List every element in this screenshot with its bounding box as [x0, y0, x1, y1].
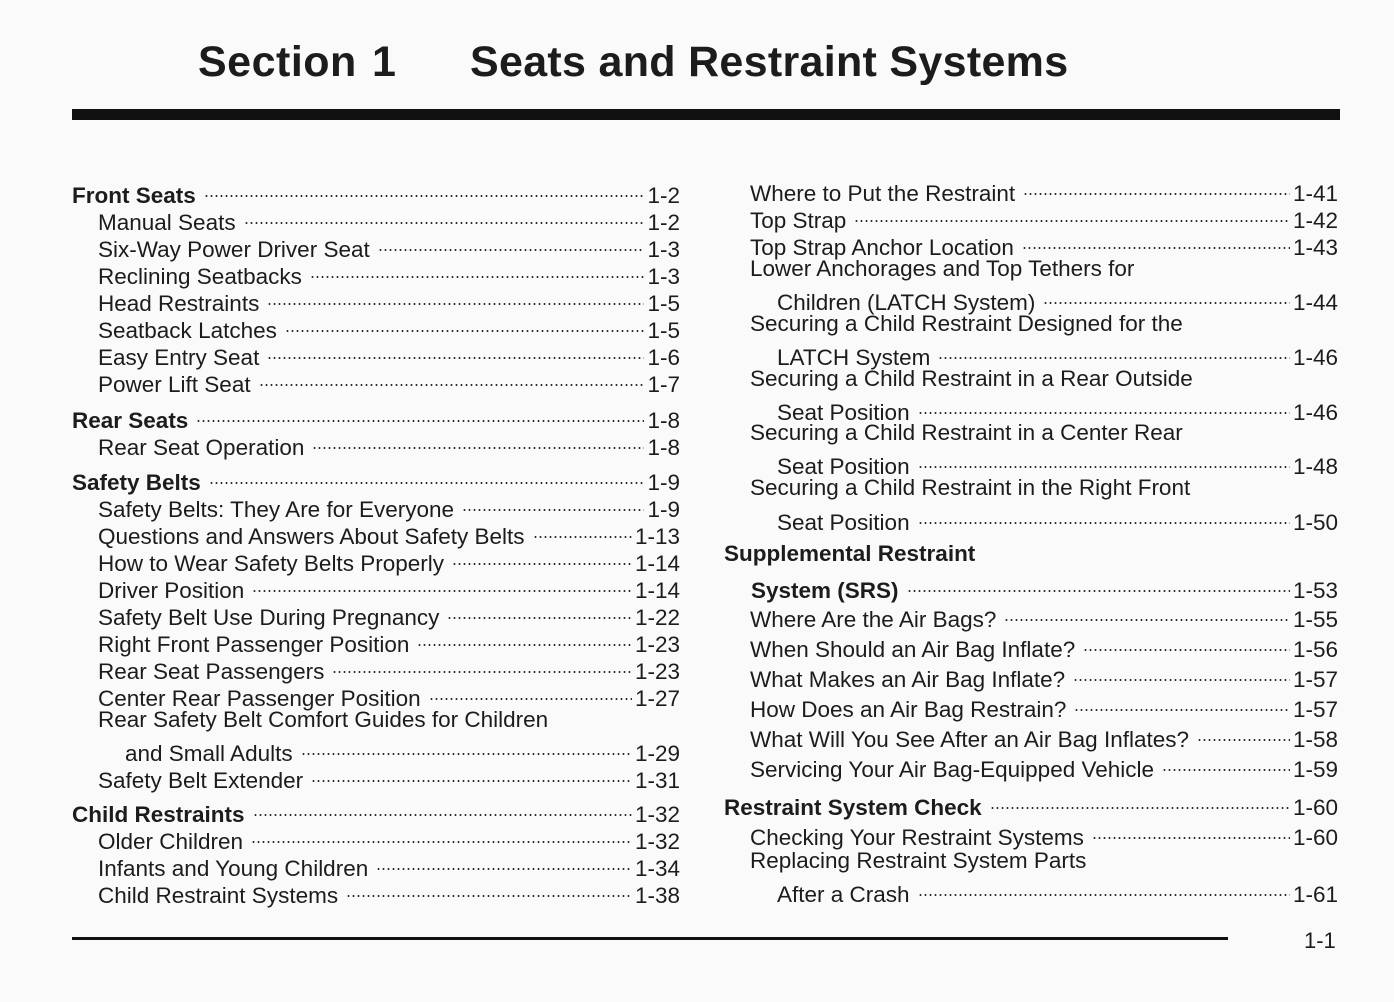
toc-entry-page: 1-46 [1292, 345, 1338, 370]
toc-entry-continuation[interactable] [750, 874, 1338, 907]
toc-entry-title: What Will You See After an Air Bag Inflates? [750, 727, 1190, 752]
toc-entry[interactable] [98, 760, 680, 793]
toc-entry-page: 1-7 [647, 372, 680, 397]
dot-leader [1197, 719, 1290, 747]
toc-entry-title: What Makes an Air Bag Inflate? [750, 667, 1066, 692]
toc-entry[interactable] [98, 706, 680, 734]
toc-entry[interactable] [750, 629, 1338, 662]
toc-entry-title: Seat Position [777, 454, 910, 479]
toc-entry-page: 1-41 [1292, 181, 1338, 206]
toc-entry-page: 1-56 [1292, 637, 1338, 662]
toc-entry-title: Power Lift Seat [98, 372, 251, 397]
toc-entry-title: Safety Belts [72, 470, 201, 495]
toc-entry-title: Rear Seat Passengers [98, 659, 325, 684]
toc-entry[interactable] [98, 516, 680, 549]
toc-entry[interactable] [750, 255, 1338, 283]
toc-entry[interactable] [98, 364, 680, 397]
dot-leader [267, 283, 644, 311]
toc-entry[interactable] [72, 794, 680, 827]
toc-entry-continuation[interactable] [750, 502, 1338, 535]
toc-entry[interactable] [750, 227, 1338, 260]
toc-entry-page: 1-44 [1292, 290, 1338, 315]
toc-entry[interactable] [750, 310, 1338, 338]
toc-entry[interactable] [72, 462, 680, 495]
toc-entry-title: LATCH System [777, 345, 931, 370]
toc-entry-page: 1-8 [647, 408, 680, 433]
dot-leader [259, 364, 645, 392]
toc-entry-page: 1-42 [1292, 208, 1338, 233]
toc-entry-continuation[interactable] [750, 446, 1338, 479]
toc-entry-page: 1-57 [1292, 667, 1338, 692]
toc-entry-title: Checking Your Restraint Systems [750, 825, 1084, 850]
dot-leader [417, 624, 632, 652]
toc-entry-title: How to Wear Safety Belts Properly [98, 551, 444, 576]
toc-entry[interactable] [98, 848, 680, 881]
toc-entry[interactable] [98, 821, 680, 854]
toc-entry-title: Securing a Child Restraint in a Center Rear [750, 420, 1183, 445]
toc-entry[interactable] [750, 474, 1338, 502]
toc-entry-title: Servicing Your Air Bag-Equipped Vehicle [750, 757, 1155, 782]
toc-entry-title: Restraint System Check [724, 795, 982, 820]
toc-entry-continuation[interactable] [750, 337, 1338, 370]
toc-entry-title: Children (LATCH System) [777, 290, 1036, 315]
toc-entry-page: 1-60 [1292, 795, 1338, 820]
toc-entry-title: Securing a Child Restraint Designed for the [750, 311, 1183, 336]
dot-leader [310, 256, 645, 284]
dot-leader [285, 310, 645, 338]
toc-entry-title: Head Restraints [98, 291, 260, 316]
toc-entry-page: 1-9 [647, 497, 680, 522]
toc-entry-page: 1-23 [634, 659, 680, 684]
toc-entry-title: System (SRS) [751, 578, 899, 603]
toc-entry-continuation[interactable] [98, 733, 680, 766]
toc-entry-page: 1-38 [634, 883, 680, 908]
toc-entry[interactable] [98, 651, 680, 684]
dot-leader [447, 597, 632, 625]
dot-leader [209, 462, 645, 490]
section-header [0, 0, 1394, 130]
toc-entry[interactable] [750, 599, 1338, 632]
dot-leader [1073, 659, 1290, 687]
toc-entry-title: Manual Seats [98, 210, 236, 235]
toc-entry-page: 1-46 [1292, 400, 1338, 425]
toc-entry-title: Seatback Latches [98, 318, 277, 343]
dot-leader [1074, 689, 1290, 717]
toc-entry-page: 1-57 [1292, 697, 1338, 722]
dot-leader [376, 848, 632, 876]
toc-entry-page: 1-58 [1292, 727, 1338, 752]
toc-entry-continuation[interactable] [724, 570, 1338, 603]
toc-entry[interactable] [98, 570, 680, 603]
dot-leader [244, 202, 645, 230]
toc-entry-title: Child Restraints [72, 802, 245, 827]
toc-entry[interactable] [72, 175, 680, 208]
toc-entry[interactable] [98, 427, 680, 460]
toc-entry-page: 1-3 [647, 264, 680, 289]
dot-leader [452, 543, 632, 571]
toc-entry-title: Safety Belt Use During Pregnancy [98, 605, 440, 630]
toc-entry-page: 1-34 [634, 856, 680, 881]
toc-entry[interactable] [98, 875, 680, 908]
toc-entry[interactable] [750, 689, 1338, 722]
toc-entry-page: 1-14 [634, 578, 680, 603]
toc-entry-title: Lower Anchorages and Top Tethers for [750, 256, 1135, 281]
toc-entry[interactable] [98, 283, 680, 316]
dot-leader [918, 392, 1290, 420]
toc-entry-title: After a Crash [777, 882, 910, 907]
toc-entry[interactable] [750, 365, 1338, 393]
dot-leader [332, 651, 632, 679]
toc-entry-page: 1-43 [1292, 235, 1338, 260]
toc-entry-page: 1-5 [647, 291, 680, 316]
toc-entry-page: 1-50 [1292, 510, 1338, 535]
toc-entry-page: 1-29 [634, 741, 680, 766]
dot-leader [1004, 599, 1290, 627]
toc-entry-page: 1-32 [634, 802, 680, 827]
toc-entry-title: How Does an Air Bag Restrain? [750, 697, 1067, 722]
dot-leader [918, 874, 1290, 902]
toc-entry-title: Top Strap Anchor Location [750, 235, 1014, 260]
toc-entry[interactable] [750, 659, 1338, 692]
toc-entry-title: Replacing Restraint System Parts [750, 848, 1087, 873]
dot-leader [907, 570, 1290, 598]
toc-entry-title: Center Rear Passenger Position [98, 686, 421, 711]
toc-entry-page: 1-53 [1292, 578, 1338, 603]
page-number: 1-1 [1304, 928, 1336, 953]
toc-entry[interactable] [750, 173, 1338, 206]
toc-entry[interactable] [98, 543, 680, 576]
dot-leader [378, 229, 645, 257]
toc-entry-title: Right Front Passenger Position [98, 632, 410, 657]
dot-leader [429, 678, 632, 706]
dot-leader [252, 570, 632, 598]
dot-leader [1083, 629, 1290, 657]
toc-entry[interactable] [98, 337, 680, 370]
dot-leader [938, 337, 1290, 365]
toc-entry-page: 1-8 [647, 435, 680, 460]
toc-entry-page: 1-3 [647, 237, 680, 262]
toc-entry-title: Front Seats [72, 183, 196, 208]
toc-entry[interactable] [750, 200, 1338, 233]
toc-entry-page: 1-2 [647, 210, 680, 235]
toc-entry[interactable] [98, 489, 680, 522]
dot-leader [990, 787, 1290, 815]
dot-leader [204, 175, 645, 203]
dot-leader [1092, 817, 1290, 845]
toc-entry-title: Seat Position [777, 510, 910, 535]
toc-entry-title: and Small Adults [125, 741, 293, 766]
toc-entry[interactable] [98, 624, 680, 657]
toc-entry-page: 1-31 [634, 768, 680, 793]
toc-entry-title: Older Children [98, 829, 244, 854]
toc-entry[interactable] [750, 749, 1338, 782]
dot-leader [1162, 749, 1290, 777]
dot-leader [267, 337, 644, 365]
toc-entry-title: When Should an Air Bag Inflate? [750, 637, 1076, 662]
dot-leader [918, 502, 1290, 530]
toc-entry[interactable] [98, 678, 680, 711]
toc-entry[interactable] [98, 202, 680, 235]
toc-entry-title: Child Restraint Systems [98, 883, 339, 908]
toc-entry[interactable] [724, 787, 1338, 820]
toc-entry-title: Top Strap [750, 208, 847, 233]
toc-entry-title: Where Are the Air Bags? [750, 607, 997, 632]
toc-entry[interactable] [750, 817, 1338, 850]
toc-entry-page: 1-13 [634, 524, 680, 549]
dot-leader [346, 875, 632, 903]
toc-entry-page: 1-61 [1292, 882, 1338, 907]
dot-leader [1022, 227, 1290, 255]
toc-entry-title: Reclining Seatbacks [98, 264, 302, 289]
dot-leader [312, 427, 644, 455]
toc-entry-title: Infants and Young Children [98, 856, 369, 881]
toc-entry[interactable] [724, 540, 1338, 568]
dot-leader [1023, 173, 1290, 201]
toc-entry-continuation[interactable] [750, 392, 1338, 425]
section-label: Section [198, 38, 357, 86]
toc-entry-page: 1-2 [647, 183, 680, 208]
toc-entry[interactable] [98, 597, 680, 630]
toc-entry-title: Safety Belt Extender [98, 768, 304, 793]
toc-entry-title: Rear Seat Operation [98, 435, 305, 460]
toc-entry-title: Seat Position [777, 400, 910, 425]
dot-leader [854, 200, 1290, 228]
toc-entry[interactable] [750, 419, 1338, 447]
toc-entry-title: Safety Belts: They Are for Everyone [98, 497, 455, 522]
dot-leader [196, 400, 644, 428]
toc-entry-page: 1-14 [634, 551, 680, 576]
toc-entry[interactable] [98, 229, 680, 262]
dot-leader [251, 821, 632, 849]
toc-entry-title: Securing a Child Restraint in the Right Front [750, 475, 1191, 500]
toc-entry-title: Six-Way Power Driver Seat [98, 237, 370, 262]
toc-entry[interactable] [750, 847, 1338, 875]
toc-entry-title: Rear Seats [72, 408, 189, 433]
toc-entry-continuation[interactable] [750, 282, 1338, 315]
toc-entry-title: Supplemental Restraint [724, 541, 976, 566]
section-title: Seats and Restraint Systems [470, 38, 1069, 86]
toc-entry-page: 1-60 [1292, 825, 1338, 850]
toc-entry-page: 1-9 [647, 470, 680, 495]
toc-entry[interactable] [750, 719, 1338, 752]
dot-leader [1043, 282, 1290, 310]
dot-leader [462, 489, 644, 517]
toc-entry[interactable] [98, 310, 680, 343]
toc-entry-page: 1-48 [1292, 454, 1338, 479]
toc-entry-page: 1-55 [1292, 607, 1338, 632]
toc-entry-page: 1-32 [634, 829, 680, 854]
toc-entry-title: Securing a Child Restraint in a Rear Outside [750, 366, 1193, 391]
dot-leader [311, 760, 632, 788]
dot-leader [253, 794, 632, 822]
toc-entry-title: Questions and Answers About Safety Belts [98, 524, 525, 549]
toc-entry-title: Where to Put the Restraint [750, 181, 1016, 206]
toc-entry-page: 1-23 [634, 632, 680, 657]
toc-entry-page: 1-6 [647, 345, 680, 370]
toc-entry-title: Driver Position [98, 578, 245, 603]
dot-leader [301, 733, 632, 761]
toc-entry-page: 1-22 [634, 605, 680, 630]
dot-leader [533, 516, 632, 544]
toc-entry-page: 1-59 [1292, 757, 1338, 782]
toc-entry-title: Rear Safety Belt Comfort Guides for Children [98, 707, 549, 732]
toc-entry[interactable] [72, 400, 680, 433]
header-rule [72, 109, 1340, 120]
toc-entry[interactable] [98, 256, 680, 289]
section-number: 1 [372, 38, 396, 86]
footer-rule [72, 937, 1228, 940]
dot-leader [918, 446, 1290, 474]
toc-entry-page: 1-27 [634, 686, 680, 711]
toc-entry-title: Easy Entry Seat [98, 345, 260, 370]
toc-entry-page: 1-5 [647, 318, 680, 343]
